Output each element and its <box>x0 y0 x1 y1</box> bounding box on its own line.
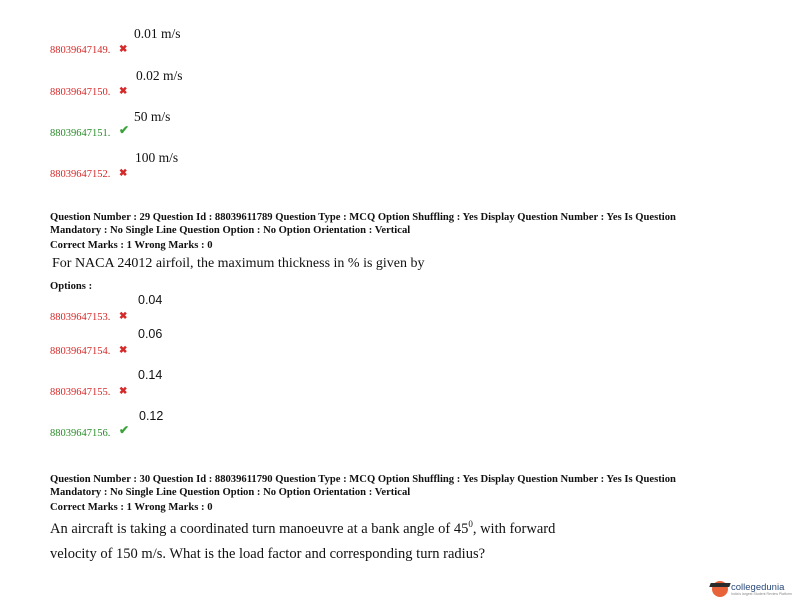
cross-icon: ✖ <box>119 386 128 397</box>
meta-line: Question Number : 30 Question Id : 88039611790 Question Type : MCQ Option Shuffling : Yes Display Question Number : Yes Is Question <box>50 474 676 485</box>
meta-line: Mandatory : No Single Line Question Option : No Option Orientation : Vertical <box>50 225 411 236</box>
collegedunia-logo <box>712 581 792 597</box>
superscript: 0 <box>468 519 473 529</box>
cross-icon: ✖ <box>119 345 128 356</box>
option-id: 88039647152. <box>50 169 111 180</box>
option-value: 50 m/s <box>134 109 171 124</box>
question-meta-29 <box>50 211 676 237</box>
text-part: , with forward <box>472 520 556 537</box>
option-id: 88039647153. <box>50 312 111 323</box>
question-text-30-line2: velocity of 150 m/s. What is the load factor and corresponding turn radius? <box>50 546 486 562</box>
option-id: 88039647155. <box>50 387 111 398</box>
meta-line: Mandatory : No Single Line Question Option : No Option Orientation : Vertical <box>50 487 411 498</box>
graduation-cap-icon <box>712 581 728 597</box>
check-icon: ✔ <box>119 423 130 437</box>
check-icon: ✔ <box>119 123 130 137</box>
option-value: 0.04 <box>138 293 163 307</box>
question-text-29: For NACA 24012 airfoil, the maximum thickness in % is given by <box>52 256 425 271</box>
option-id: 88039647156. <box>50 428 111 439</box>
question-marks-29: Correct Marks : 1 Wrong Marks : 0 <box>50 240 213 251</box>
option-id: 88039647150. <box>50 87 111 98</box>
option-id: 88039647149. <box>50 45 111 56</box>
cross-icon: ✖ <box>119 311 128 322</box>
text-part: An aircraft is taking a coordinated turn manoeuvre at a bank angle of 45 <box>50 520 469 537</box>
cross-icon: ✖ <box>119 168 128 179</box>
option-value: 0.02 m/s <box>136 68 183 83</box>
option-id: 88039647154. <box>50 346 111 357</box>
option-value: 0.06 <box>138 327 163 341</box>
option-value: 0.12 <box>139 409 164 423</box>
question-meta-30 <box>50 473 676 499</box>
question-text-30-line1 <box>50 519 555 538</box>
question-marks-30: Correct Marks : 1 Wrong Marks : 0 <box>50 502 213 513</box>
option-value: 0.01 m/s <box>134 26 181 41</box>
meta-line: Question Number : 29 Question Id : 88039611789 Question Type : MCQ Option Shuffling : Yes Display Question Number : Yes Is Question <box>50 212 676 223</box>
logo-tagline: India's largest Student Review Platform <box>731 591 792 596</box>
option-value: 100 m/s <box>135 150 179 165</box>
cross-icon: ✖ <box>119 44 128 55</box>
options-label: Options : <box>50 281 93 292</box>
cross-icon: ✖ <box>119 86 128 97</box>
option-id: 88039647151. <box>50 128 111 139</box>
logo-name: collegedunia <box>731 581 785 593</box>
option-value: 0.14 <box>138 368 163 382</box>
